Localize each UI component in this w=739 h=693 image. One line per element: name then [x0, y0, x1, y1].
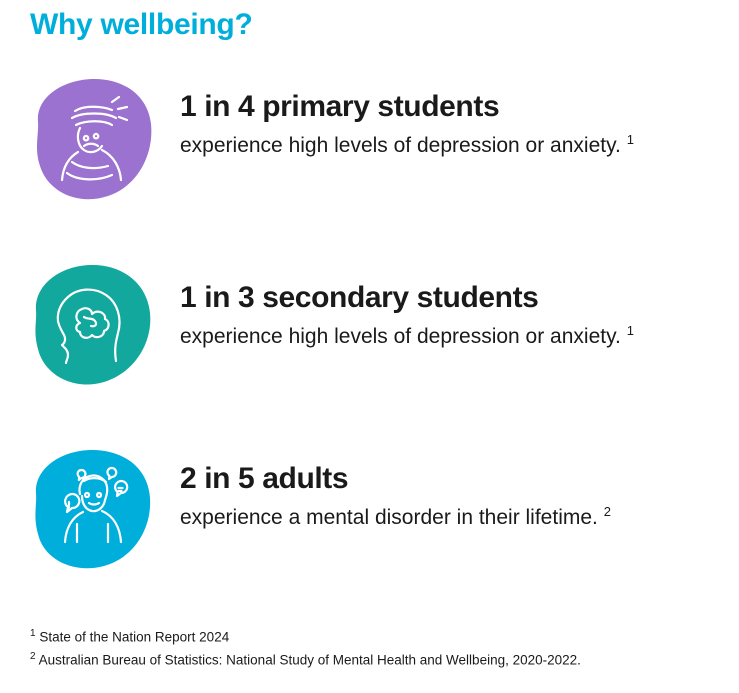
- stat-list: [0, 70, 739, 625]
- stat-footnote-marker: 2: [603, 503, 611, 519]
- footnote: [30, 626, 581, 648]
- stat-icon-container: [0, 255, 180, 389]
- stat-text: [180, 440, 611, 531]
- footnotes: [30, 626, 581, 671]
- stat-icon-container: [0, 440, 180, 574]
- stat-description-text: experience high levels of depression or anxiety.: [180, 324, 621, 348]
- stat-title: 1 in 4 primary students: [180, 90, 500, 123]
- footnote-text: State of the Nation Report 2024: [39, 629, 230, 645]
- stat-text: [180, 70, 634, 159]
- footnote: [30, 649, 581, 671]
- stat-description: [180, 322, 634, 351]
- stat-description-text: experience a mental disorder in their lifetime.: [180, 505, 598, 529]
- footnote-marker: 2: [30, 650, 36, 662]
- list-item: [0, 70, 739, 255]
- stat-text: [180, 255, 634, 350]
- stat-title: 2 in 5 adults: [180, 462, 349, 495]
- head-tangled-thoughts-icon: [20, 261, 160, 389]
- list-item: [0, 440, 739, 625]
- stat-icon-container: [0, 70, 180, 204]
- footnote-text: Australian Bureau of Statistics: National Study of Mental Health and Wellbeing, 2020-2022.: [38, 652, 581, 668]
- stat-footnote-marker: 1: [626, 131, 634, 147]
- person-anxious-thoughts-icon: [20, 446, 160, 574]
- list-item: [0, 255, 739, 440]
- footnote-marker: 1: [30, 628, 36, 640]
- stat-title: 1 in 3 secondary students: [180, 281, 539, 314]
- stat-footnote-marker: 1: [626, 322, 634, 338]
- page-title: Why wellbeing?: [30, 8, 253, 41]
- stat-description: [180, 503, 611, 532]
- stat-description: [180, 131, 634, 160]
- stressed-person-icon: [20, 76, 160, 204]
- stat-description-text: experience high levels of depression or anxiety.: [180, 133, 621, 157]
